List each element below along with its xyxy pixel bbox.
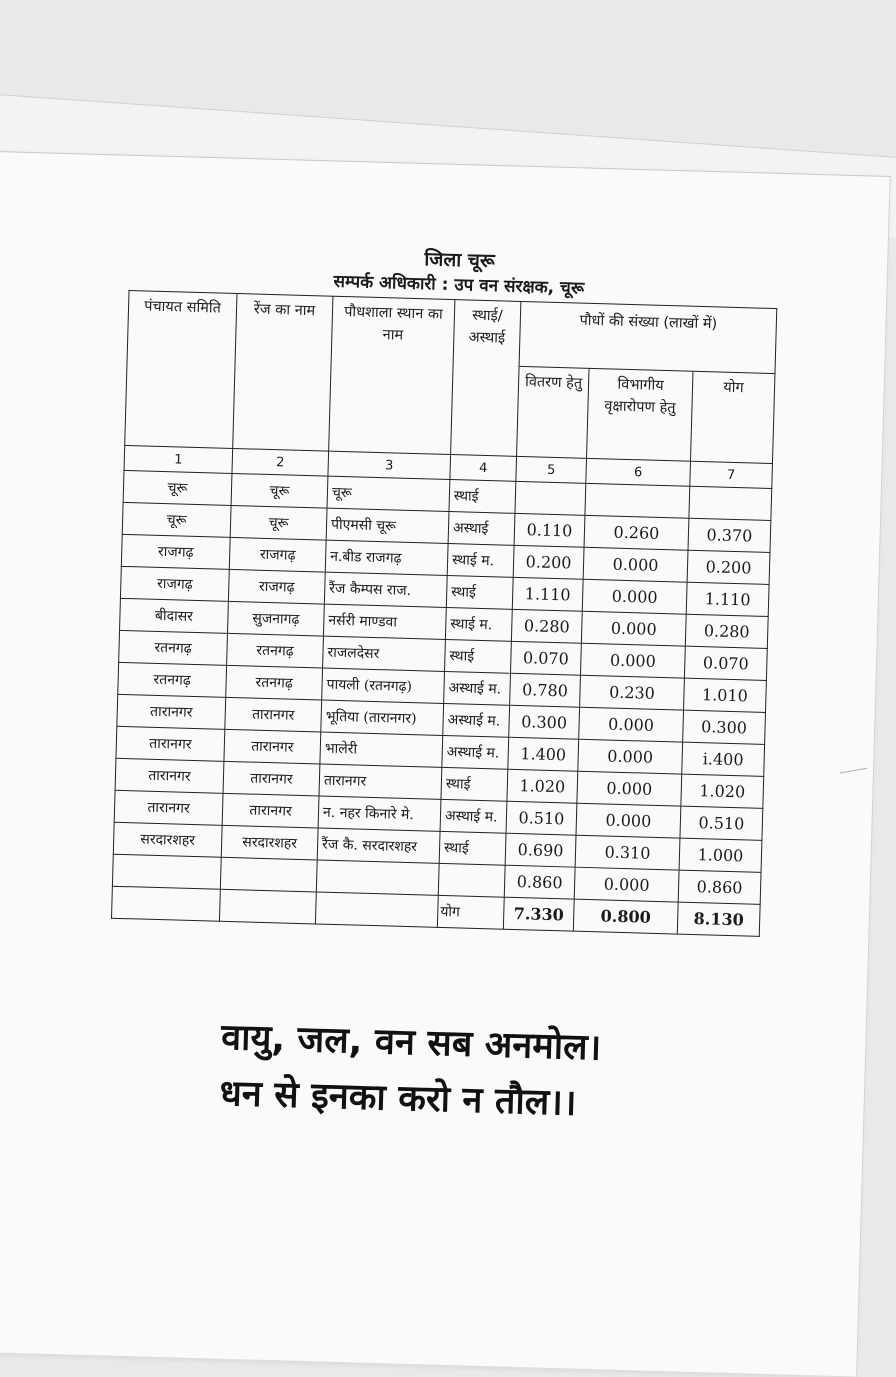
total-cell: 1.110 — [686, 582, 769, 616]
panchayat-cell: तारानगर — [116, 726, 225, 761]
distribution-cell: 0.070 — [510, 641, 581, 675]
empty-cell — [219, 889, 316, 924]
type-cell: स्थाई — [449, 480, 516, 514]
panchayat-cell: तारानगर — [117, 694, 226, 729]
proverb-line-2: धन से इनका करो न तौल।। — [219, 1072, 578, 1124]
departmental-cell: 0.260 — [584, 515, 689, 550]
type-cell: स्थाई — [439, 831, 506, 865]
distribution-cell: 1.110 — [512, 577, 583, 611]
type-cell: अस्थाई म. — [443, 703, 510, 737]
column-number: 7 — [690, 461, 773, 488]
range-cell: तारानगर — [222, 793, 319, 828]
total-cell: 0.070 — [684, 646, 767, 680]
departmental-cell: 0.000 — [576, 803, 681, 838]
header-nursery: पौधशाला स्थान का नाम — [329, 296, 455, 454]
district-title: जिला चूरू — [424, 248, 495, 273]
departmental-cell: 0.000 — [583, 547, 688, 582]
distribution-cell: 0.110 — [514, 513, 585, 547]
total-distribution: 7.330 — [503, 897, 574, 931]
column-number: 5 — [516, 456, 587, 483]
total-departmental: 0.800 — [573, 899, 678, 934]
panchayat-cell: राजगढ़ — [121, 534, 230, 569]
range-cell: चूरू — [231, 473, 328, 508]
distribution-cell: 0.860 — [504, 865, 575, 899]
panchayat-cell: रतनगढ़ — [118, 662, 227, 697]
departmental-cell: 0.000 — [580, 643, 685, 678]
column-number: 3 — [328, 451, 451, 479]
header-range: रेंज का नाम — [233, 294, 333, 452]
header-departmental: विभागीय वृक्षारोपण हेतु — [587, 368, 693, 461]
type-cell: स्थाई — [446, 575, 513, 609]
range-cell: सुजनागढ़ — [227, 601, 324, 636]
panchayat-cell: तारानगर — [115, 758, 224, 793]
distribution-cell: 1.020 — [507, 769, 578, 803]
type-cell: स्थाई म. — [445, 607, 512, 641]
nursery-cell: भूतिया (तारानगर) — [321, 700, 444, 735]
total-cell — [689, 486, 772, 520]
nursery-cell: तारानगर — [319, 764, 442, 799]
nursery-cell: चूरू — [327, 476, 450, 511]
total-cell: 0.280 — [685, 614, 768, 648]
range-cell: राजगढ़ — [228, 569, 325, 604]
total-cell: 1.000 — [679, 838, 762, 872]
total-cell: 0.510 — [680, 806, 763, 840]
total-label: योग — [437, 895, 504, 929]
column-number: 1 — [124, 445, 233, 473]
document-content — [111, 238, 790, 937]
panchayat-cell: बीदासर — [120, 598, 229, 633]
nursery-cell: नर्सरी माण्डवा — [323, 604, 446, 639]
total-cell: 0.860 — [678, 870, 761, 904]
empty-cell — [111, 886, 220, 921]
departmental-cell: 0.000 — [577, 771, 682, 806]
header-type: स्थाई/ अस्थाई — [451, 300, 521, 457]
range-cell: रतनगढ़ — [227, 633, 324, 668]
departmental-cell: 0.230 — [580, 675, 685, 710]
departmental-cell: 0.000 — [574, 867, 679, 902]
panchayat-cell — [112, 854, 221, 889]
range-cell: रतनगढ़ — [226, 665, 323, 700]
range-cell: सरदारशहर — [221, 825, 318, 860]
nursery-cell: भालेरी — [320, 732, 443, 767]
range-cell: चूरू — [230, 505, 327, 540]
panchayat-cell: तारानगर — [114, 790, 223, 825]
header-plants-count: पौधों की संख्या (लाखों में) — [519, 301, 777, 373]
distribution-cell: 0.780 — [510, 673, 581, 707]
range-cell — [220, 857, 317, 892]
grand-total: 8.130 — [677, 902, 760, 936]
nursery-table — [111, 290, 777, 937]
total-cell: 0.300 — [683, 710, 766, 744]
column-number: 6 — [586, 458, 691, 486]
empty-cell — [315, 892, 438, 927]
panchayat-cell: चूरू — [123, 470, 232, 505]
nursery-cell: पायली (रतनगढ़) — [322, 668, 445, 703]
nursery-cell: रैंज कै. सरदारशहर — [317, 828, 440, 863]
nursery-cell — [316, 860, 439, 895]
departmental-cell: 0.000 — [579, 707, 684, 742]
header-total: योग — [690, 371, 774, 463]
nursery-cell: राजलदेसर — [323, 636, 446, 671]
range-cell: राजगढ़ — [229, 537, 326, 572]
nursery-cell: न.बीड राजगढ़ — [325, 540, 448, 575]
total-cell: 1.020 — [681, 774, 764, 808]
distribution-cell: 1.400 — [508, 737, 579, 771]
distribution-cell: 0.280 — [511, 609, 582, 643]
panchayat-cell: राजगढ़ — [120, 566, 229, 601]
header-distribution: वितरण हेतु — [517, 366, 589, 458]
type-cell: अस्थाई म. — [444, 671, 511, 705]
type-cell: अस्थाई म. — [442, 735, 509, 769]
nursery-cell: न. नहर किनारे मे. — [318, 796, 441, 831]
total-cell: 1.010 — [684, 678, 767, 712]
distribution-cell: 0.300 — [509, 705, 580, 739]
total-cell: i.400 — [682, 742, 765, 776]
panchayat-cell: रतनगढ़ — [119, 630, 228, 665]
departmental-cell: 0.000 — [581, 611, 686, 646]
distribution-cell: 0.690 — [505, 833, 576, 867]
type-cell: स्थाई — [445, 639, 512, 673]
contact-officer-line: सम्पर्क अधिकारी : उप वन संरक्षक, चूरू — [333, 271, 585, 299]
range-cell: तारानगर — [224, 729, 321, 764]
range-cell: तारानगर — [225, 697, 322, 732]
type-cell: स्थाई — [441, 767, 508, 801]
range-cell: तारानगर — [223, 761, 320, 796]
header-panchayat: पंचायत समिति — [125, 290, 237, 448]
departmental-cell: 0.310 — [575, 835, 680, 870]
nursery-cell: पीएमसी चूरू — [326, 508, 449, 543]
panchayat-cell: सरदारशहर — [113, 822, 222, 857]
total-cell: 0.200 — [687, 550, 770, 584]
type-cell: स्थाई म. — [447, 544, 514, 578]
distribution-cell — [515, 481, 586, 515]
departmental-cell: 0.000 — [582, 579, 687, 614]
distribution-cell: 0.510 — [506, 801, 577, 835]
nursery-cell: रैंज कैम्पस राज. — [324, 572, 447, 607]
type-cell: अस्थाई म. — [440, 799, 507, 833]
panchayat-cell: चूरू — [122, 502, 231, 537]
column-number: 2 — [232, 448, 329, 476]
distribution-cell: 0.200 — [513, 545, 584, 579]
column-number: 4 — [450, 455, 517, 482]
departmental-cell: 0.000 — [578, 739, 683, 774]
table-body — [112, 445, 772, 904]
type-cell — [438, 863, 505, 897]
departmental-cell — [585, 483, 690, 518]
total-cell: 0.370 — [688, 518, 771, 552]
proverb — [219, 1010, 782, 1138]
proverb-line-1: वायु, जल, वन सब अनमोल। — [220, 1016, 602, 1069]
type-cell: अस्थाई — [448, 512, 515, 546]
